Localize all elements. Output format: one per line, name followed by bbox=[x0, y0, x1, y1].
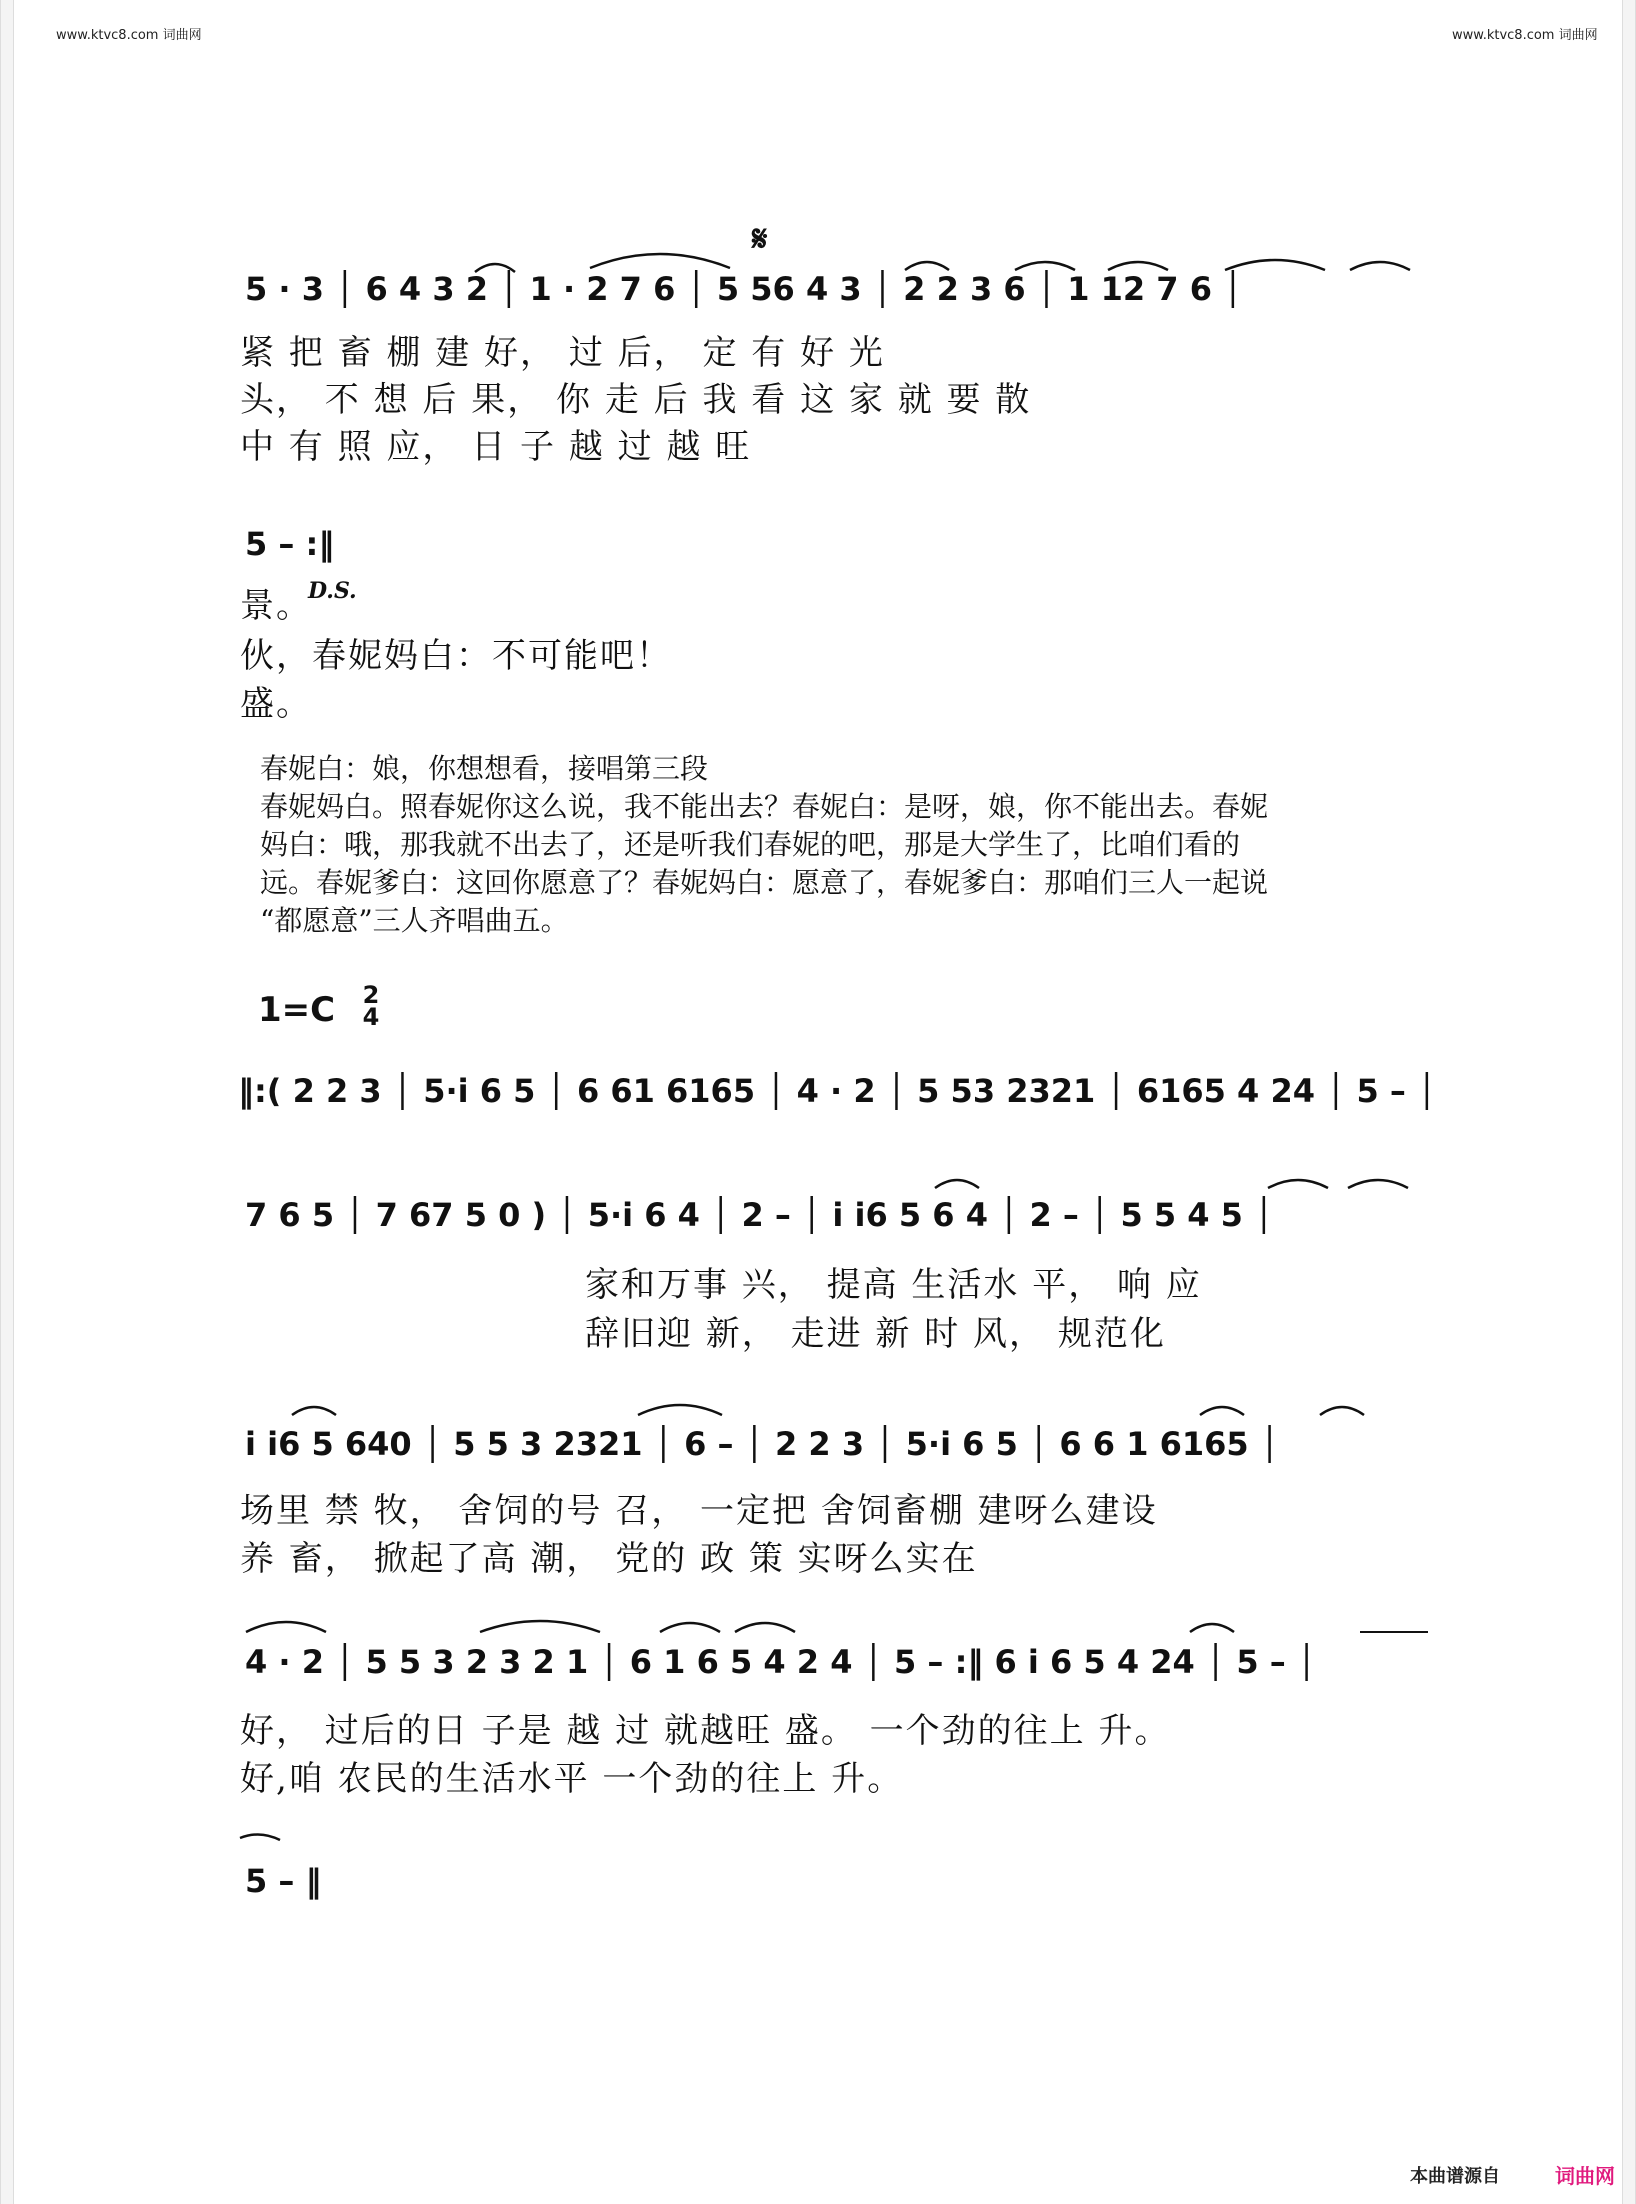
dialog-line-5: “都愿意”三人齐唱曲五。 bbox=[260, 904, 569, 937]
slur-mark bbox=[660, 1623, 720, 1632]
dialog-line-1: 春妮白：娘，你想想看，接唱第三段 bbox=[260, 752, 709, 785]
time-signature bbox=[356, 981, 386, 1031]
time-signature-bottom: 4 bbox=[362, 1003, 380, 1031]
slur-mark bbox=[480, 1621, 600, 1632]
system7-notes: 5 – ‖ bbox=[245, 1862, 322, 1900]
header-site-left[interactable]: www.ktvc8.com 词曲网 bbox=[56, 28, 202, 43]
system2-lyric-3: 盛。 bbox=[240, 684, 312, 724]
slur-mark bbox=[905, 262, 949, 270]
footer-brand-link[interactable]: 词曲网 bbox=[1555, 2164, 1615, 2188]
dialog-line-2: 春妮妈白。照春妮你这么说，我不能出去？春妮白：是呀，娘，你不能出去。春妮 bbox=[260, 790, 1269, 823]
system4-notes: 7 6 5 │ 7 67 5 0 ) │ 5·i 6 4 │ 2 – │ i i6 5 6 4 │ 2 – │ 5 5 4 5 │ bbox=[245, 1196, 1274, 1234]
slur-mark bbox=[1200, 1407, 1244, 1415]
time-signature-top: 2 bbox=[362, 981, 380, 1009]
slur-mark bbox=[292, 1407, 336, 1415]
slur-mark bbox=[638, 1405, 722, 1415]
system2-lyric-1: 景。 bbox=[240, 586, 312, 626]
slur-mark bbox=[735, 1623, 795, 1632]
system5-notes: i i6 5 640 │ 5 5 3 2321 │ 6 – │ 2 2 3 │ 5·i 6 5 │ 6 6 1 6165 │ bbox=[245, 1425, 1280, 1463]
header-site-right[interactable]: www.ktvc8.com 词曲网 bbox=[1452, 28, 1598, 43]
key-signature: 1=C bbox=[258, 990, 336, 1030]
system5-lyric-1: 场里 禁 牧， 舍饲的号 召， 一定把 舍饲畜棚 建呀么建设 bbox=[240, 1491, 1158, 1531]
slur-mark bbox=[1190, 1624, 1234, 1632]
system6-lyric-2: 好,咱 农民的生活水平 一个劲的往上 升。 bbox=[240, 1759, 904, 1799]
segno-sign: 𝄋 bbox=[752, 218, 768, 260]
system1-notes: 5 · 3 │ 6 4 3 2 │ 1 · 2 7 6 │ 5 56 4 3 │ 2 2 3 6 │ 1 12 7 6 │ bbox=[245, 270, 1243, 308]
dal-segno-mark: D.S. bbox=[308, 578, 357, 604]
system1-lyric-2: 头， 不 想 后 果， 你 走 后 我 看 这 家 就 要 散 bbox=[240, 380, 1032, 420]
slur-mark bbox=[1320, 1407, 1364, 1415]
slur-mark bbox=[240, 1834, 280, 1840]
dialog-line-4: 远。春妮爹白：这回你愿意了？春妮妈白：愿意了，春妮爹白：那咱们三人一起说 bbox=[260, 866, 1269, 899]
system2-notes: 5 – :‖ bbox=[245, 525, 335, 563]
slur-mark bbox=[1350, 262, 1410, 270]
system4-lyric-2: 辞旧迎 新， 走进 新 时 风， 规范化 bbox=[585, 1314, 1166, 1354]
slur-mark bbox=[935, 1180, 979, 1188]
dialog-line-3: 妈白：哦，那我就不出去了，还是听我们春妮的吧，那是大学生了，比咱们看的 bbox=[260, 828, 1241, 861]
system2-lyric-2: 伙，春妮妈白：不可能吧！ bbox=[240, 636, 672, 676]
slur-mark bbox=[590, 254, 730, 268]
system3-notes: ‖:( 2 2 3 │ 5·i 6 5 │ 6 61 6165 │ 4 · 2 │ 5 53 2321 │ 6165 4 24 │ 5 – │ bbox=[238, 1072, 1437, 1110]
slur-mark bbox=[1225, 260, 1325, 270]
system4-lyric-1: 家和万事 兴， 提高 生活水 平， 响 应 bbox=[585, 1265, 1202, 1305]
system6-lyric-1: 好， 过后的日 子是 越 过 就越旺 盛。 一个劲的往上 升。 bbox=[240, 1711, 1171, 1751]
system1-lyric-3: 中 有 照 应， 日 子 越 过 越 旺 bbox=[240, 427, 752, 467]
slur-mark bbox=[1108, 262, 1168, 270]
slur-mark bbox=[246, 1622, 326, 1632]
slur-mark bbox=[1268, 1180, 1328, 1188]
slur-mark bbox=[1348, 1180, 1408, 1188]
system5-lyric-2: 养 畜， 掀起了高 潮， 党的 政 策 实呀么实在 bbox=[240, 1539, 978, 1579]
footer-source-text: 本曲谱源自 bbox=[1410, 2166, 1500, 2187]
system6-notes: 4 · 2 │ 5 5 3 2 3 2 1 │ 6 1 6 5 4 2 4 │ 5 – :‖ 6 i 6 5 4 24 │ 5 – │ bbox=[245, 1643, 1317, 1681]
system1-lyric-1: 紧 把 畜 棚 建 好， 过 后， 定 有 好 光 bbox=[240, 333, 885, 373]
slur-mark bbox=[1015, 262, 1075, 270]
